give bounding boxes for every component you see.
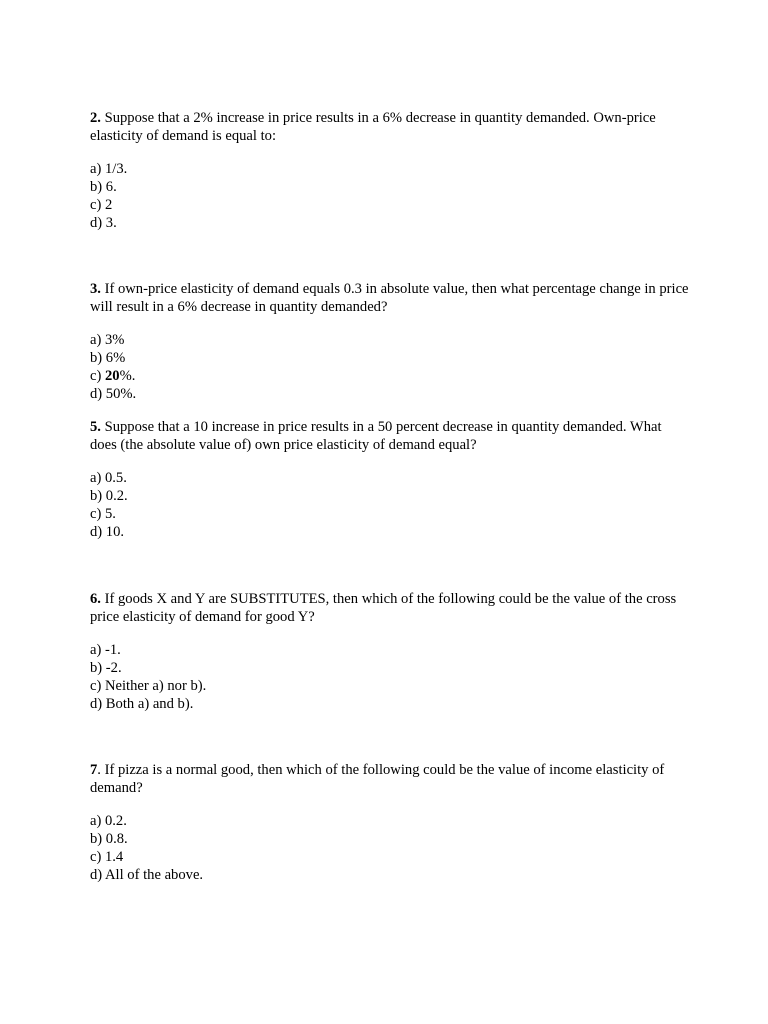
question-3 bbox=[90, 280, 690, 403]
question-7 bbox=[90, 761, 690, 884]
option-d: d) 3. bbox=[90, 215, 117, 231]
option-c-suffix: %. bbox=[119, 368, 136, 384]
question-text bbox=[90, 590, 690, 626]
option-d: d) 50%. bbox=[90, 386, 137, 402]
option-c: c) 2 bbox=[90, 197, 113, 213]
option-a: a) 1/3. bbox=[90, 161, 128, 177]
question-text bbox=[90, 418, 690, 454]
answer-options bbox=[90, 331, 690, 403]
option-c-prefix: c) bbox=[90, 368, 105, 384]
answer-options bbox=[90, 812, 690, 884]
question-number: 5. bbox=[90, 419, 101, 435]
option-c: c) 5. bbox=[90, 506, 116, 522]
option-b: b) -2. bbox=[90, 660, 122, 676]
question-prompt: If own-price elasticity of demand equals 0.3 in absolute value, then what percentage change in price will result in a 6% decrease in quantity demanded? bbox=[90, 281, 689, 315]
question-6 bbox=[90, 590, 690, 713]
option-a: a) 3% bbox=[90, 332, 125, 348]
question-number: 6. bbox=[90, 591, 101, 607]
question-prompt: . If pizza is a normal good, then which of the following could be the value of income elasticity of demand? bbox=[90, 762, 665, 796]
question-text bbox=[90, 280, 690, 316]
question-text bbox=[90, 761, 690, 797]
option-b: b) 6. bbox=[90, 179, 117, 195]
option-c: c) 1.4 bbox=[90, 849, 124, 865]
option-c: c) Neither a) nor b). bbox=[90, 678, 207, 694]
question-number: 2. bbox=[90, 110, 101, 126]
question-prompt: If goods X and Y are SUBSTITUTES, then which of the following could be the value of the cross price elasticity of demand for good Y? bbox=[90, 591, 677, 625]
question-prompt: Suppose that a 10 increase in price results in a 50 percent decrease in quantity demanded. What does (the absolute value of) own price elasticity of demand equal? bbox=[90, 419, 662, 453]
option-a: a) 0.5. bbox=[90, 470, 127, 486]
option-b: b) 0.8. bbox=[90, 831, 128, 847]
question-number: 7 bbox=[90, 762, 98, 778]
option-b: b) 0.2. bbox=[90, 488, 128, 504]
option-b: b) 6% bbox=[90, 350, 126, 366]
answer-options bbox=[90, 469, 690, 541]
answer-options bbox=[90, 641, 690, 713]
option-d: d) All of the above. bbox=[90, 867, 204, 883]
question-prompt: Suppose that a 2% increase in price results in a 6% decrease in quantity demanded. Own-price elasticity of demand is equal to: bbox=[90, 110, 656, 144]
question-5 bbox=[90, 418, 690, 541]
answer-options bbox=[90, 160, 690, 232]
question-text bbox=[90, 109, 690, 145]
question-number: 3. bbox=[90, 281, 101, 297]
option-a: a) -1. bbox=[90, 642, 121, 658]
document-page bbox=[90, 0, 690, 1024]
option-c-bold-value: 20 bbox=[105, 368, 120, 384]
option-a: a) 0.2. bbox=[90, 813, 127, 829]
option-c bbox=[90, 367, 690, 385]
option-d: d) 10. bbox=[90, 524, 125, 540]
question-2 bbox=[90, 109, 690, 232]
option-d: d) Both a) and b). bbox=[90, 696, 194, 712]
